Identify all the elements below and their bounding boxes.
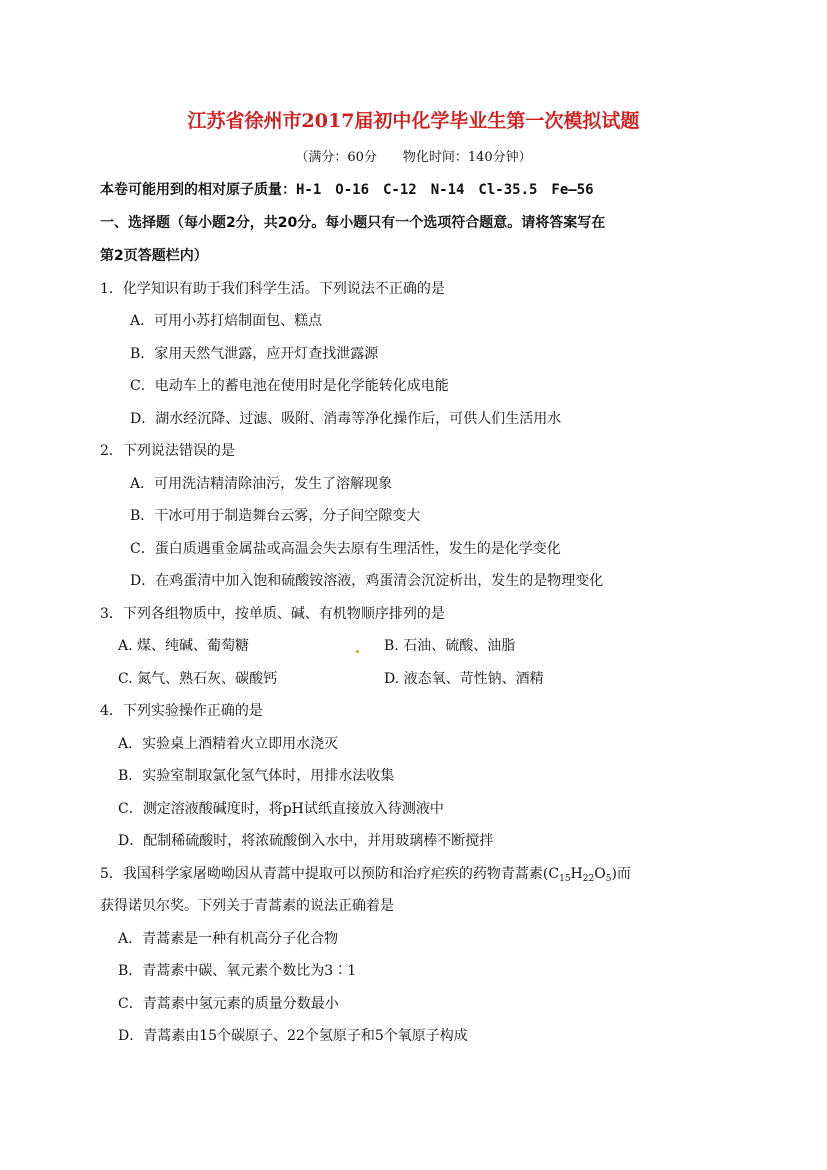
formula-h: H <box>570 866 583 882</box>
question-1-option-d: D．湖水经沉降、过滤、吸附、消毒等净化操作后，可供人们生活用水 <box>130 411 562 427</box>
question-3-option-b: B. 石油、硫酸、油脂 <box>384 638 516 654</box>
question-2-option-a: A．可用洗洁精清除油污，发生了溶解现象 <box>130 476 393 492</box>
question-4-option-d: D．配制稀硫酸时，将浓硫酸倒入水中，并用玻璃棒不断搅拌 <box>118 833 494 849</box>
question-5-stem-line1 <box>100 864 631 889</box>
question-3-stem: 3．下列各组物质中，按单质、碱、有机物顺序排列的是 <box>100 606 445 622</box>
question-5-option-c: C．青蒿素中氢元素的质量分数最小 <box>118 996 339 1012</box>
section-heading-line1: 一、选择题（每小题2分，共20分。每小题只有一个选项符合题意。请将答案写在 <box>100 215 606 231</box>
question-3-option-d: D. 液态氧、苛性钠、酒精 <box>384 671 544 687</box>
question-2-option-d: D．在鸡蛋清中加入饱和硫酸铵溶液，鸡蛋清会沉淀析出，发生的是物理变化 <box>130 573 604 589</box>
exam-subtitle: （满分：60分 物化时间：140分钟） <box>295 150 532 165</box>
formula-o: O <box>594 866 606 882</box>
atomic-mass-line <box>100 180 594 200</box>
formula-subscript-o: 5 <box>605 874 612 884</box>
question-5-stem-text: 5．我国科学家屠呦呦因从青蒿中提取可以预防和治疗疟疾的药物青蒿素(C <box>100 866 560 882</box>
question-5-stem-end: )而 <box>611 866 631 882</box>
question-2-option-b: B．干冰可用于制造舞台云雾，分子间空隙变大 <box>130 508 421 524</box>
question-4-option-a: A．实验桌上酒精着火立即用水浇灭 <box>118 736 339 752</box>
question-1-stem: 1．化学知识有助于我们科学生活。下列说法不正确的是 <box>100 281 445 297</box>
question-2-option-c: C．蛋白质遇重金属盐或高温会失去原有生理活性，发生的是化学变化 <box>130 541 561 557</box>
question-1-option-b: B．家用天然气泄露，应开灯查找泄露源 <box>130 346 379 362</box>
question-2-stem: 2．下列说法错误的是 <box>100 443 235 459</box>
question-5-stem-line2: 获得诺贝尔奖。下列关于青蒿素的说法正确着是 <box>100 898 394 914</box>
question-1-option-c: C．电动车上的蓄电池在使用时是化学能转化成电能 <box>130 378 449 394</box>
question-5-option-b: B．青蒿素中碳、氧元素个数比为3∶1 <box>118 963 357 979</box>
question-4-option-b: B．实验室制取氯化氢气体时，用排水法收集 <box>118 768 395 784</box>
atomic-mass-values: H-1 O-16 C-12 N-14 Cl-35.5 Fe—56 <box>296 182 594 198</box>
stray-dot-mark <box>356 650 359 653</box>
question-3-option-c: C. 氮气、熟石灰、碳酸钙 <box>118 671 278 687</box>
exam-title: 江苏省徐州市2017届初中化学毕业生第一次模拟试题 <box>187 110 640 132</box>
atomic-mass-label: 本卷可能用到的相对原子质量： <box>100 182 296 198</box>
question-5-option-d: D．青蒿素由15个碳原子、22个氢原子和5个氧原子构成 <box>118 1028 468 1044</box>
section-heading-line2: 第2页答题栏内） <box>100 248 208 264</box>
question-3-option-a: A. 煤、纯碱、葡萄糖 <box>118 638 250 654</box>
question-5-option-a: A．青蒿素是一种有机高分子化合物 <box>118 931 339 947</box>
question-1-option-a: A．可用小苏打焙制面包、糕点 <box>130 313 323 329</box>
formula-subscript-h: 22 <box>582 874 595 884</box>
question-4-stem: 4．下列实验操作正确的是 <box>100 703 263 719</box>
question-4-option-c: C．测定溶液酸碱度时，将pH试纸直接放入待测液中 <box>118 801 444 817</box>
formula-subscript-c: 15 <box>559 874 571 884</box>
